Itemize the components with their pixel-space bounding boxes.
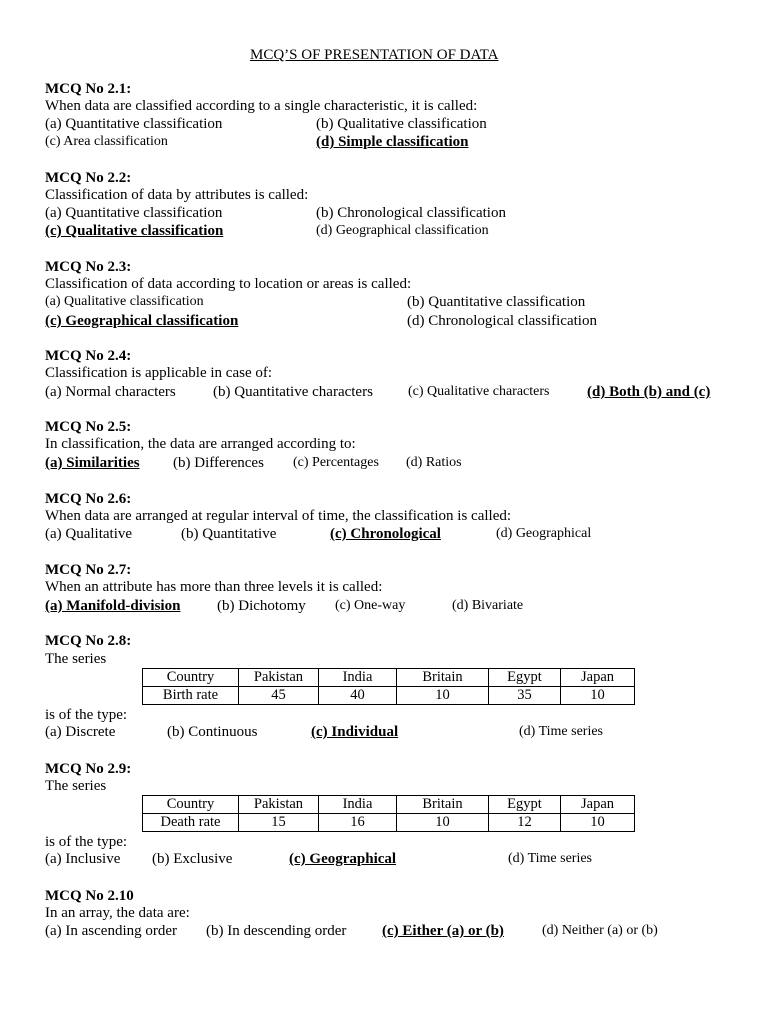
mcq-2-7-option-b: (b) Dichotomy xyxy=(217,598,306,614)
mcq-2-8-type-label: is of the type: xyxy=(45,707,128,723)
mcq-2-2-question: Classification of data by attributes is called: xyxy=(45,187,309,203)
mcq-2-7-heading: MCQ No 2.7: xyxy=(45,562,132,578)
mcq-2-3-heading: MCQ No 2.3: xyxy=(45,259,132,275)
mcq-2-5-option-a-answer: (a) Similarities xyxy=(45,455,140,471)
table-cell: Egypt xyxy=(489,669,561,687)
mcq-2-1-heading: MCQ No 2.1: xyxy=(45,81,132,97)
mcq-2-5-option-d: (d) Ratios xyxy=(406,455,462,470)
mcq-2-9-option-a: (a) Inclusive xyxy=(45,851,121,867)
mcq-2-9-option-c-answer: (c) Geographical xyxy=(289,851,397,867)
mcq-2-6-heading: MCQ No 2.6: xyxy=(45,491,132,507)
mcq-2-8-option-c-answer: (c) Individual xyxy=(311,724,399,740)
page-title: MCQ’S OF PRESENTATION OF DATA xyxy=(250,47,499,63)
table-cell: Egypt xyxy=(489,796,561,814)
table-cell: Japan xyxy=(561,669,635,687)
table-row xyxy=(143,687,635,705)
mcq-2-6-option-c-answer: (c) Chronological xyxy=(330,526,441,542)
mcq-2-3-option-a: (a) Qualitative classification xyxy=(45,294,204,309)
mcq-2-7-option-d: (d) Bivariate xyxy=(452,598,524,613)
table-row xyxy=(143,669,635,687)
mcq-2-1-option-c: (c) Area classification xyxy=(45,134,168,149)
mcq-2-8-option-a: (a) Discrete xyxy=(45,724,116,740)
mcq-2-6-option-d: (d) Geographical xyxy=(496,526,592,541)
table-cell: 10 xyxy=(561,687,635,705)
table-row xyxy=(143,814,635,832)
mcq-2-2-option-a: (a) Quantitative classification xyxy=(45,205,223,221)
table-cell: 16 xyxy=(319,814,397,832)
mcq-2-10-option-d: (d) Neither (a) or (b) xyxy=(542,923,658,938)
mcq-2-10-option-b: (b) In descending order xyxy=(206,923,347,939)
table-cell: 10 xyxy=(397,814,489,832)
mcq-2-5-question: In classification, the data are arranged according to: xyxy=(45,436,356,452)
table-cell: 35 xyxy=(489,687,561,705)
mcq-2-4-option-d-answer: (d) Both (b) and (c) xyxy=(587,384,711,400)
mcq-2-9-option-b: (b) Exclusive xyxy=(152,851,233,867)
table-cell: Death rate xyxy=(143,814,239,832)
mcq-2-7-question: When an attribute has more than three levels it is called: xyxy=(45,579,383,595)
mcq-2-1-option-a: (a) Quantitative classification xyxy=(45,116,223,132)
mcq-2-4-option-a: (a) Normal characters xyxy=(45,384,176,400)
mcq-2-1-question: When data are classified according to a single characteristic, it is called: xyxy=(45,98,478,114)
mcq-2-10-heading: MCQ No 2.10 xyxy=(45,888,134,904)
mcq-2-6-question: When data are arranged at regular interval of time, the classification is called: xyxy=(45,508,512,524)
mcq-2-4-option-c: (c) Qualitative characters xyxy=(408,384,550,399)
table-cell: Country xyxy=(143,796,239,814)
mcq-2-4-heading: MCQ No 2.4: xyxy=(45,348,132,364)
mcq-2-4-option-b: (b) Quantitative characters xyxy=(213,384,373,400)
table-cell: Britain xyxy=(397,796,489,814)
mcq-2-3-option-b: (b) Quantitative classification xyxy=(407,294,586,310)
mcq-2-2-option-c-answer: (c) Qualitative classification xyxy=(45,223,224,239)
mcq-2-2-option-d: (d) Geographical classification xyxy=(316,223,489,238)
mcq-2-10-question: In an array, the data are: xyxy=(45,905,190,921)
table-cell: Pakistan xyxy=(239,796,319,814)
mcq-2-6-option-a: (a) Qualitative xyxy=(45,526,133,542)
table-cell: 12 xyxy=(489,814,561,832)
mcq-2-8-option-d: (d) Time series xyxy=(519,724,603,739)
table-cell: Britain xyxy=(397,669,489,687)
table-cell: 40 xyxy=(319,687,397,705)
mcq-2-1-option-d-answer: (d) Simple classification xyxy=(316,134,469,150)
mcq-2-9-series-label: The series xyxy=(45,778,107,794)
mcq-2-3-option-d: (d) Chronological classification xyxy=(407,313,597,329)
mcq-2-3-option-c-answer: (c) Geographical classification xyxy=(45,313,239,329)
table-cell: 45 xyxy=(239,687,319,705)
mcq-2-8-series-label: The series xyxy=(45,651,107,667)
table-cell: Japan xyxy=(561,796,635,814)
mcq-2-5-option-c: (c) Percentages xyxy=(293,455,379,470)
mcq-2-7-option-a-answer: (a) Manifold-division xyxy=(45,598,181,614)
table-cell: 10 xyxy=(561,814,635,832)
table-cell: Birth rate xyxy=(143,687,239,705)
mcq-2-8-heading: MCQ No 2.8: xyxy=(45,633,132,649)
mcq-2-9-heading: MCQ No 2.9: xyxy=(45,761,132,777)
table-cell: 15 xyxy=(239,814,319,832)
mcq-2-7-option-c: (c) One-way xyxy=(335,598,406,613)
table-cell: Pakistan xyxy=(239,669,319,687)
mcq-2-5-heading: MCQ No 2.5: xyxy=(45,419,132,435)
mcq-2-2-heading: MCQ No 2.2: xyxy=(45,170,132,186)
mcq-2-1-option-b: (b) Qualitative classification xyxy=(316,116,487,132)
table-cell: 10 xyxy=(397,687,489,705)
mcq-2-3-question: Classification of data according to location or areas is called: xyxy=(45,276,412,292)
mcq-2-9-option-d: (d) Time series xyxy=(508,851,592,866)
mcq-2-10-option-a: (a) In ascending order xyxy=(45,923,178,939)
mcq-2-9-type-label: is of the type: xyxy=(45,834,128,850)
mcq-2-2-option-b: (b) Chronological classification xyxy=(316,205,506,221)
mcq-2-4-question: Classification is applicable in case of: xyxy=(45,365,273,381)
mcq-2-8-option-b: (b) Continuous xyxy=(167,724,258,740)
table-cell: Country xyxy=(143,669,239,687)
mcq-2-8-table xyxy=(142,668,635,705)
mcq-2-9-table xyxy=(142,795,635,832)
mcq-2-6-option-b: (b) Quantitative xyxy=(181,526,277,542)
mcq-2-10-option-c-answer: (c) Either (a) or (b) xyxy=(382,923,504,939)
table-row xyxy=(143,796,635,814)
table-cell: India xyxy=(319,796,397,814)
table-cell: India xyxy=(319,669,397,687)
mcq-2-5-option-b: (b) Differences xyxy=(173,455,264,471)
